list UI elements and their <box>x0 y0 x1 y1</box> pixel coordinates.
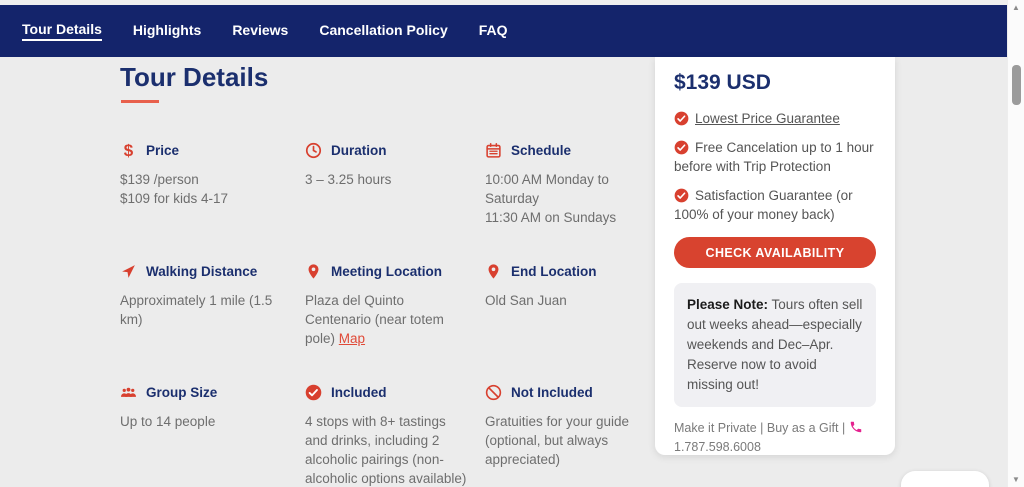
please-note-box <box>674 283 876 407</box>
scroll-down-arrow-icon[interactable]: ▼ <box>1012 475 1020 484</box>
detail-item-schedule <box>485 140 660 227</box>
footer-separator-2: | <box>841 421 846 435</box>
detail-item-walking-distance <box>120 261 305 348</box>
detail-text: Plaza del Quinto Centenario (near totem pole) Map <box>305 293 444 346</box>
benefit-item <box>674 109 876 128</box>
check-availability-button[interactable]: CHECK AVAILABILITY <box>674 237 876 268</box>
check-circle-icon <box>674 188 689 203</box>
chat-widget-peek[interactable] <box>901 471 989 487</box>
scroll-up-arrow-icon[interactable]: ▲ <box>1012 3 1020 12</box>
phone-number[interactable]: 1.787.598.6008 <box>674 440 761 454</box>
detail-text: 10:00 AM Monday to Saturday 11:30 AM on Sundays <box>485 172 617 225</box>
tour-nav <box>0 5 1007 57</box>
map-link[interactable]: Map <box>338 331 366 346</box>
nav-tab-tour-details[interactable]: Tour Details <box>22 21 102 41</box>
nav-tab-cancellation-policy[interactable]: Cancellation Policy <box>319 22 448 38</box>
detail-text: Old San Juan <box>485 293 567 308</box>
benefit-text: Free Cancelation up to 1 hour before with Trip Protection <box>674 140 874 174</box>
detail-label: Group Size <box>146 384 218 400</box>
make-it-private-link[interactable]: Make it Private <box>674 421 757 435</box>
calendar-icon <box>485 142 502 159</box>
check-circle-icon <box>674 140 689 155</box>
nav-tab-faq[interactable]: FAQ <box>478 22 508 38</box>
no-symbol-icon <box>485 384 502 401</box>
details-grid <box>120 140 660 487</box>
check-circle-icon <box>305 384 322 401</box>
group-people-icon <box>120 384 137 401</box>
dollar-icon: $ <box>123 140 134 160</box>
benefit-item <box>674 138 876 176</box>
benefit-item <box>674 186 876 224</box>
detail-text: $139 /person $109 for kids 4-17 <box>120 172 229 206</box>
detail-label: Walking Distance <box>146 263 258 279</box>
map-pin-icon <box>305 263 322 280</box>
detail-item-group-size <box>120 382 305 487</box>
detail-text: 3 – 3.25 hours <box>305 172 392 187</box>
card-footer <box>674 419 876 457</box>
clock-icon <box>305 142 322 159</box>
note-label: Please Note: <box>687 297 769 312</box>
detail-text: Up to 14 people <box>120 414 216 429</box>
booking-card <box>655 57 895 455</box>
detail-text: 4 stops with 8+ tastings and drinks, including 2 alcoholic pairings (non-alcoholic options available) <box>305 414 467 486</box>
detail-item-meeting-location <box>305 261 485 348</box>
detail-text: Approximately 1 mile (1.5 km) <box>120 293 273 327</box>
nav-tab-reviews[interactable]: Reviews <box>232 22 289 38</box>
detail-label: Meeting Location <box>331 263 442 279</box>
benefits-list <box>674 109 876 224</box>
nav-tab-highlights[interactable]: Highlights <box>132 22 202 38</box>
check-circle-icon <box>674 111 689 126</box>
title-underline <box>121 100 159 103</box>
scrollbar[interactable] <box>1007 0 1024 487</box>
scroll-thumb[interactable] <box>1012 65 1021 105</box>
benefit-text: Satisfaction Guarantee (or 100% of your money back) <box>674 188 853 222</box>
detail-item-not-included <box>485 382 660 487</box>
price-heading: $139 USD <box>674 71 771 94</box>
detail-item-duration <box>305 140 485 227</box>
detail-label: End Location <box>511 263 597 279</box>
navigation-arrow-icon <box>120 263 137 280</box>
note-text: Tours often sell out weeks ahead—especially weekends and Dec–Apr. Reserve now to avoid missing out! <box>687 297 863 392</box>
buy-as-gift-link[interactable]: Buy as a Gift <box>766 421 839 435</box>
detail-item-included <box>305 382 485 487</box>
detail-label: Duration <box>331 142 387 158</box>
detail-item-price <box>120 140 305 227</box>
footer-separator: | <box>760 421 764 435</box>
detail-label: Price <box>146 142 180 158</box>
detail-item-end-location <box>485 261 660 348</box>
detail-label: Schedule <box>511 142 572 158</box>
detail-text: Gratuities for your guide (optional, but always appreciated) <box>485 414 630 467</box>
detail-label: Included <box>331 384 387 400</box>
map-pin-icon <box>485 263 502 280</box>
lowest-price-guarantee-link[interactable]: Lowest Price Guarantee <box>695 111 840 126</box>
detail-label: Not Included <box>511 384 593 400</box>
page-title: Tour Details <box>120 62 269 92</box>
phone-icon[interactable] <box>849 420 863 434</box>
